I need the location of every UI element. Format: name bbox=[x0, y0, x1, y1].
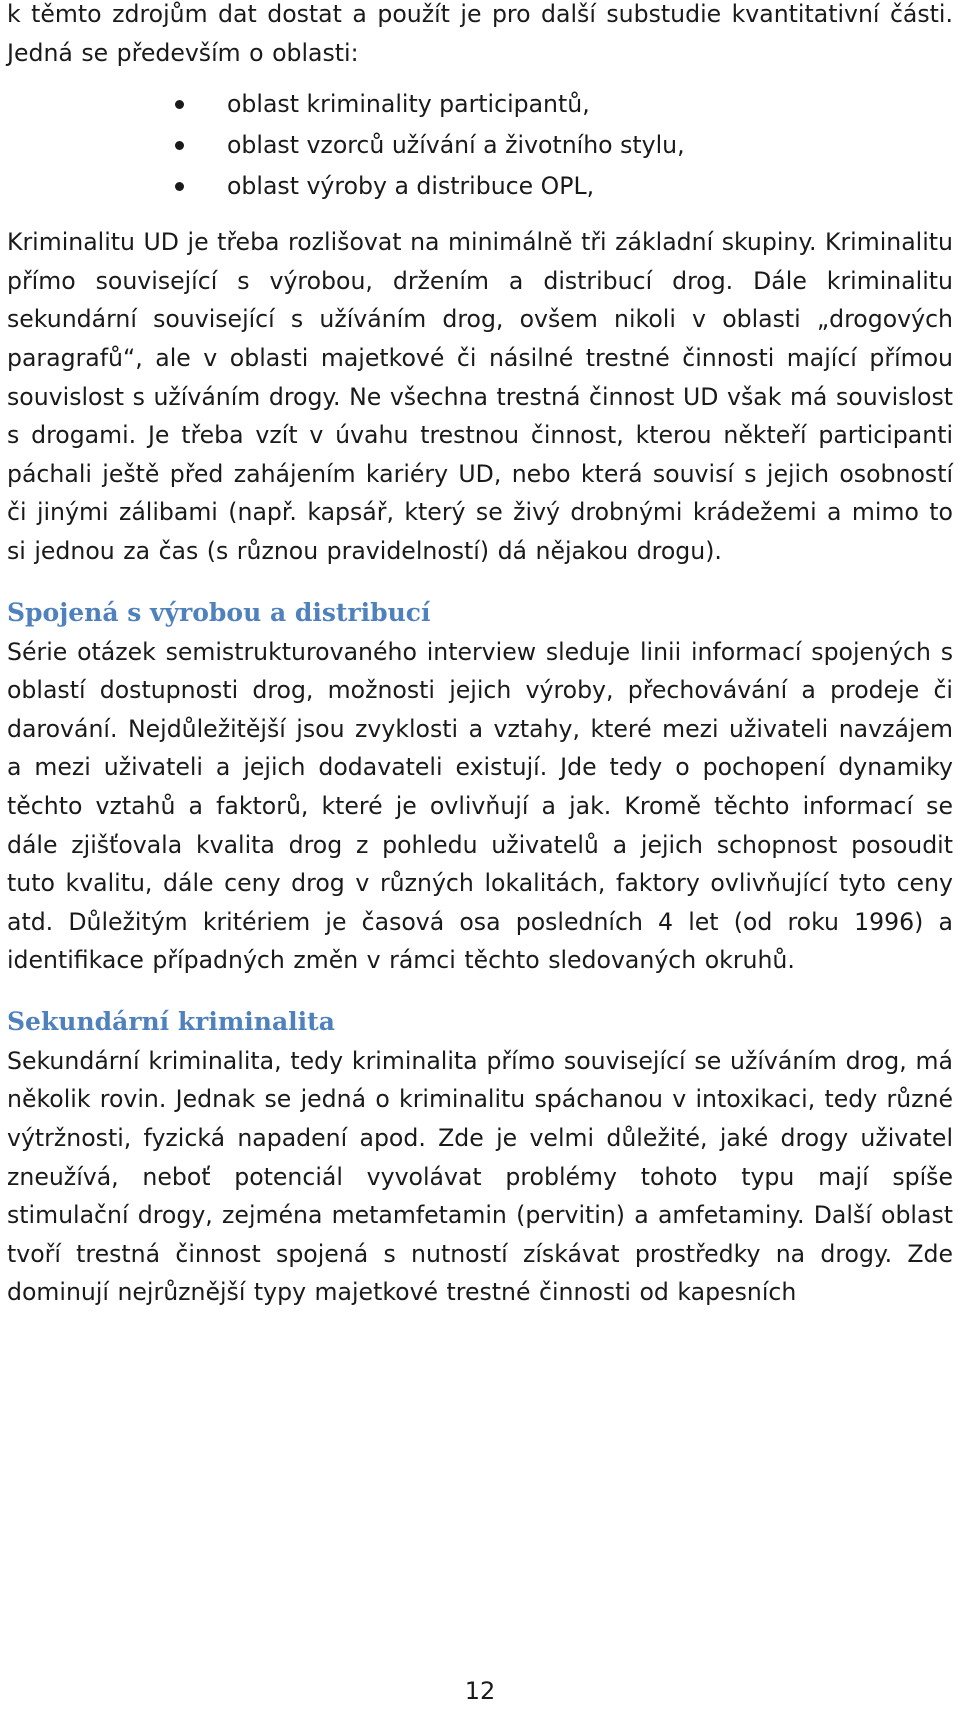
list-item bbox=[7, 84, 953, 125]
section-heading-production-distribution: Spojená s výrobou a distribucí bbox=[7, 597, 431, 627]
section-heading-secondary-criminality: Sekundární kriminalita bbox=[7, 1006, 335, 1036]
bullet-list bbox=[7, 84, 953, 207]
page-number: 12 bbox=[464, 1677, 496, 1705]
list-item-text: oblast výroby a distribuce OPL, bbox=[227, 172, 595, 201]
list-item-text: oblast kriminality participantů, bbox=[227, 90, 590, 119]
bullet-icon bbox=[175, 141, 184, 150]
bullet-icon bbox=[175, 100, 184, 109]
list-item-text: oblast vzorců užívání a životního stylu, bbox=[227, 131, 685, 160]
list-item bbox=[7, 125, 953, 166]
list-item bbox=[7, 166, 953, 207]
section-paragraph-secondary-criminality: Sekundární kriminalita, tedy kriminalita přímo související se užíváním drog, má několik rovin. Jednak se jedná o kriminalitu spáchanou v intoxikaci, tedy různé výtržnosti, fyzická napadení apod. Zde je velmi důležité, jaké drogy uživatel zneužívá, neboť potenciál vyvolávat problémy tohoto typu mají spíše stimulační drogy, zejména metamfetamin (pervitin) a amfetaminy. Další oblast tvoří trestná činnost spojená s nutností získávat prostředky na drogy. Zde dominují nejrůznější typy majetkové trestné činnosti od kapesních bbox=[7, 1046, 953, 1307]
section-paragraph-production-distribution: Série otázek semistrukturovaného interview sleduje linii informací spojených s oblastí dostupnosti drog, možnosti jejich výroby, přechovávání a prodeje či darování. Nejdůležitější jsou zvyklosti a vztahy, které mezi uživateli navzájem a mezi uživateli a jejich dodavateli existují. Jde tedy o pochopení dynamiky těchto vztahů a faktorů, které je ovlivňují a jak. Kromě těchto informací se dále zjišťovala kvalita drog z pohledu uživatelů a jejich schopnost posoudit tuto kvalitu, dále ceny drog v různých lokalitách, faktory ovlivňující tyto ceny atd. Důležitým kritériem je časová osa posledních 4 let (od roku 1996) a identifikace případných změn v rámci těchto sledovaných okruhů. bbox=[7, 637, 953, 975]
intro-paragraph: k těmto zdrojům dat dostat a použít je pro další substudie kvantitativní části. Jedná se především o oblasti: bbox=[7, 0, 953, 67]
bullet-icon bbox=[175, 182, 184, 191]
criminality-paragraph: Kriminalitu UD je třeba rozlišovat na minimálně tři základní skupiny. Kriminalitu přímo související s výrobou, držením a distribucí drog. Dále kriminalitu sekundární související s užíváním drog, ovšem nikoli v oblasti „drogových paragrafů“, ale v oblasti majetkové či násilné trestné činnosti mající přímou souvislost s užíváním drogy. Ne všechna trestná činnost UD však má souvislost s drogami. Je třeba vzít v úvahu trestnou činnost, kterou někteří participanti páchali ještě před zahájením kariéry UD, nebo která souvisí s jejich osobností či jinými zálibami (např. kapsář, který se živý drobnými krádežemi a mimo to si jednou za čas (s různou pravidelností) dá nějakou drogu). bbox=[7, 228, 953, 565]
